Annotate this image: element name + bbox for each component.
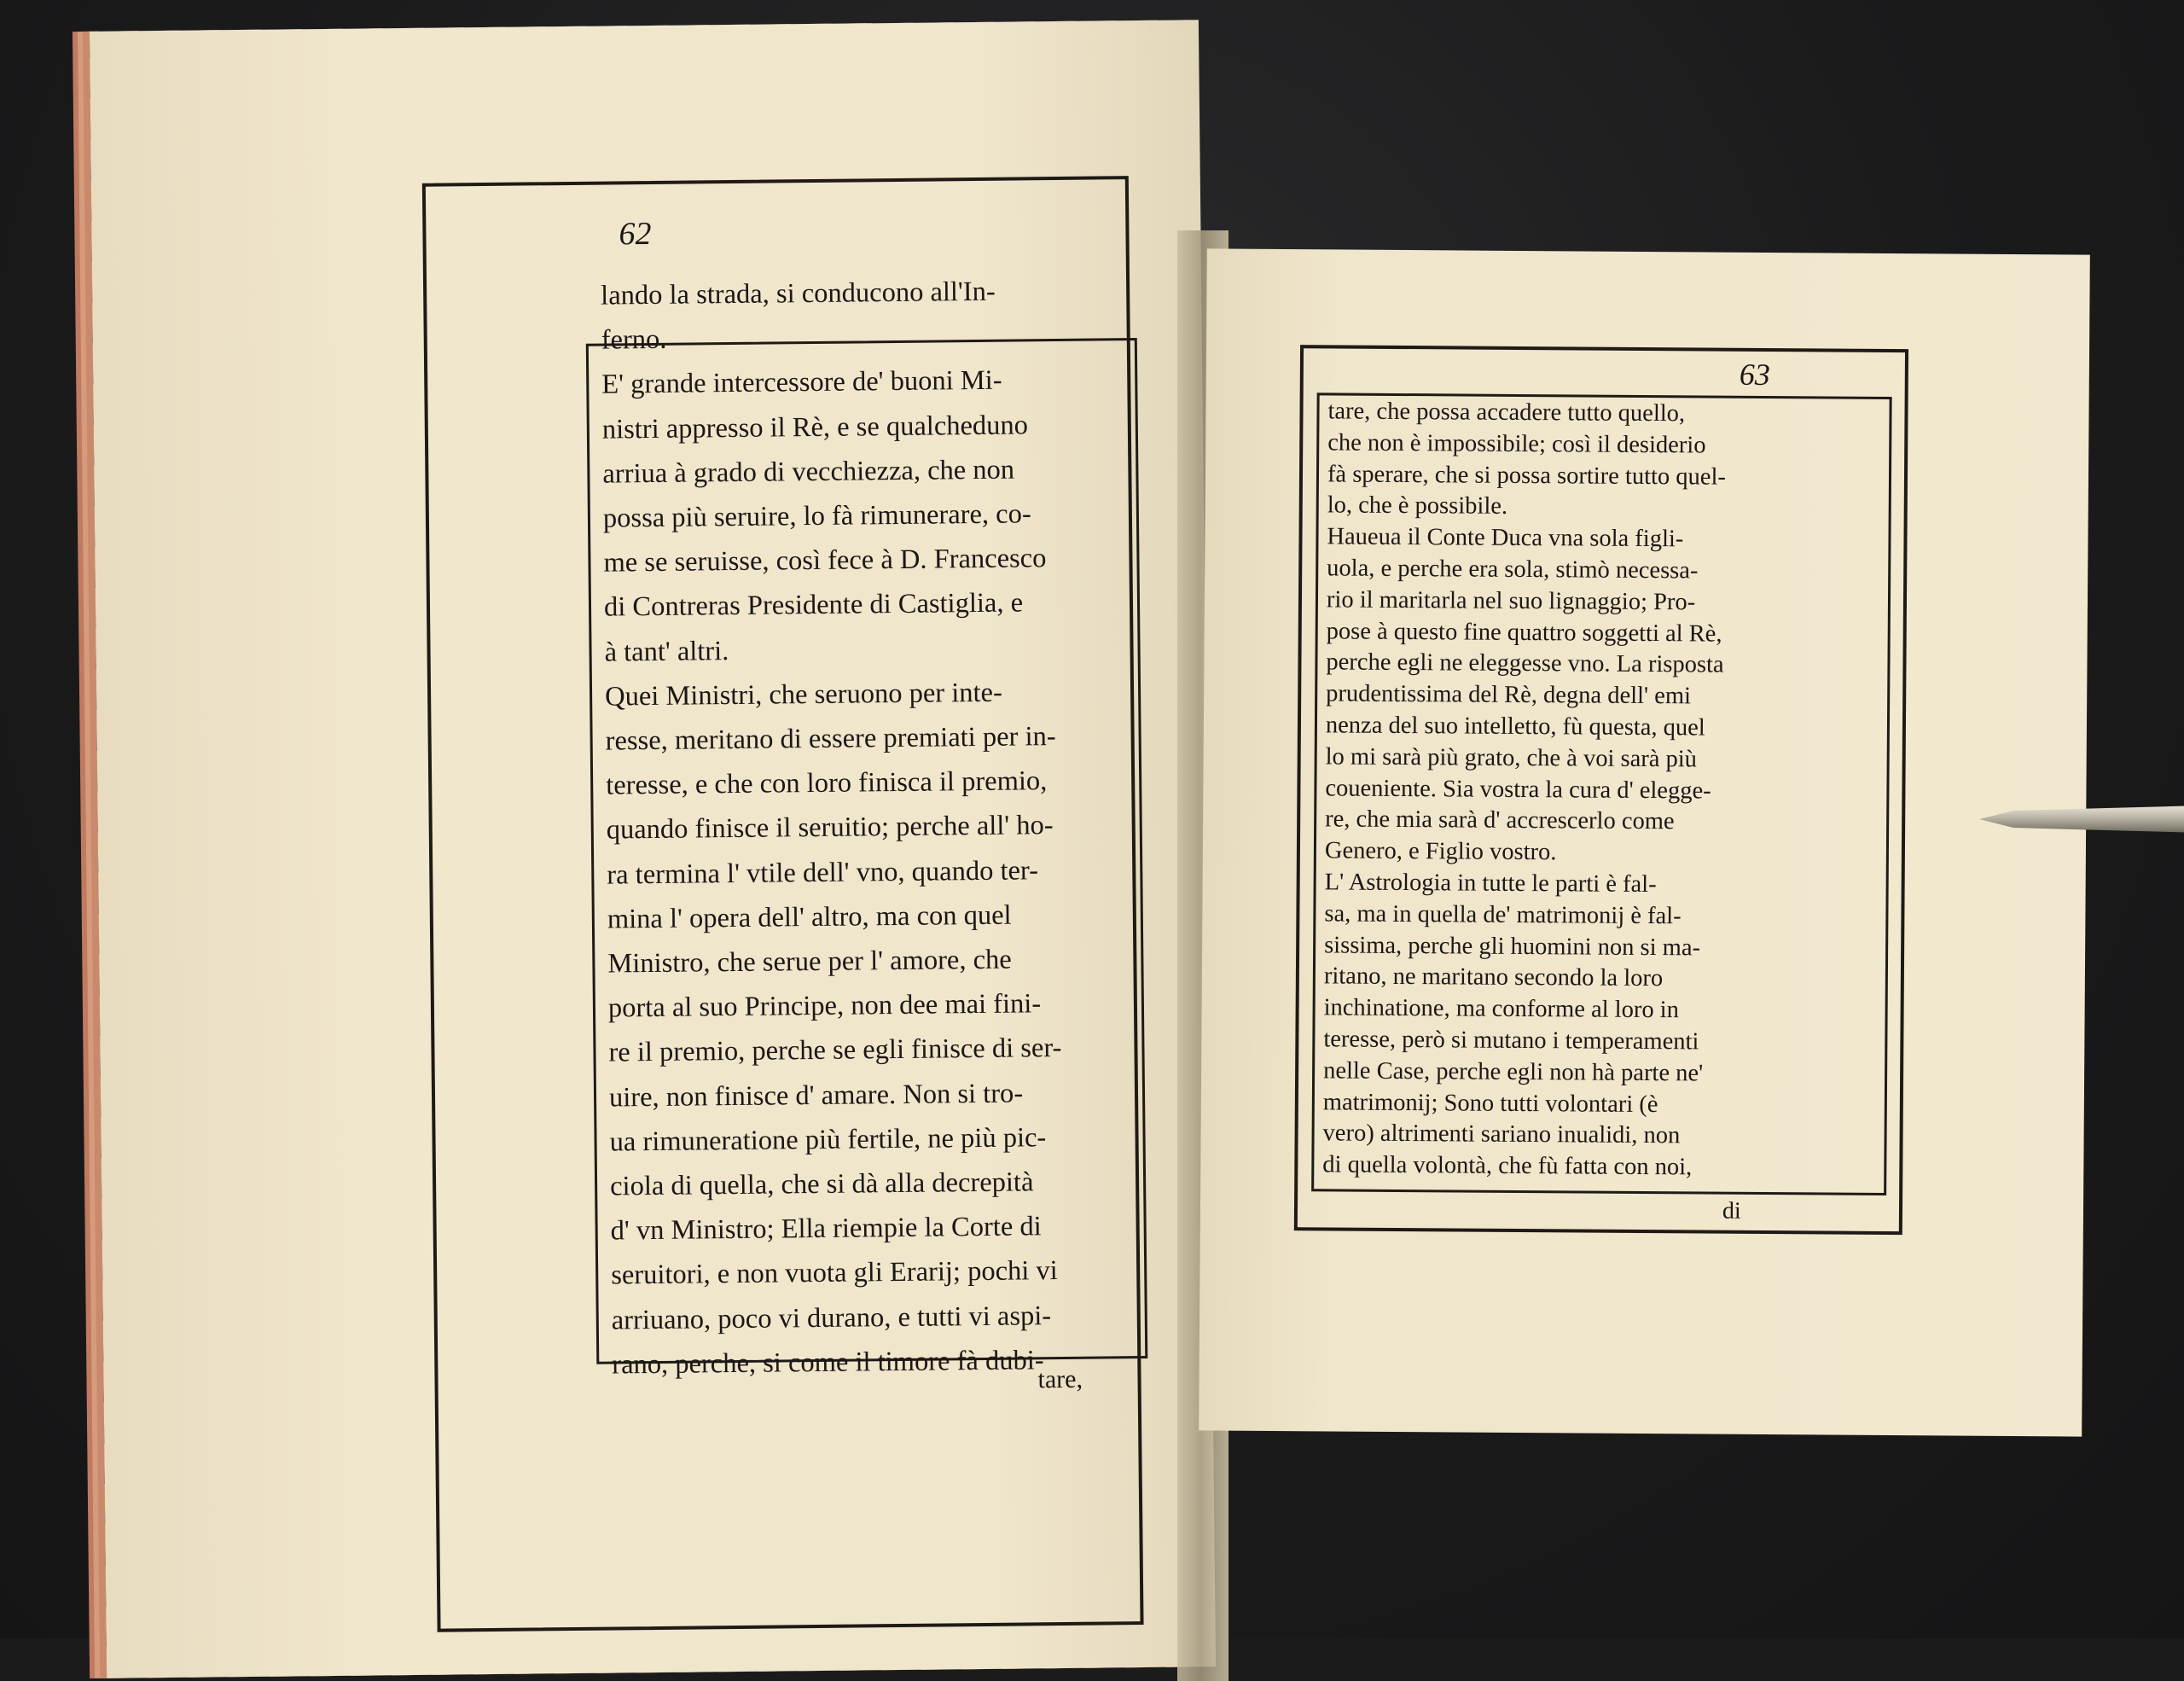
- text-line: lando la strada, si conducono all'In-: [601, 276, 996, 311]
- text-line: ua rimuneratione più fertile, ne più pic-: [609, 1122, 1047, 1158]
- text-line: mina l' opera dell' altro, ma con quel: [607, 899, 1012, 935]
- text-line: re, che mia sarà d' accrescerlo come: [1325, 806, 1675, 835]
- text-line: ciola di quella, che si dà alla decrepità: [609, 1166, 1034, 1202]
- text-line: vero) altrimenti sariano inualidi, non: [1322, 1120, 1681, 1149]
- right-page-number: 63: [1739, 357, 1770, 393]
- text-line: arriuano, poco vi durano, e tutti vi aspi-: [611, 1300, 1052, 1336]
- text-line: Genero, e Figlio vostro.: [1324, 837, 1557, 866]
- text-line: seruitori, e non vuota gli Erarij; pochi vi: [611, 1255, 1058, 1292]
- text-line: Quei Ministri, che seruono per inte-: [604, 677, 1003, 713]
- text-line: me se seruisse, così fece à D. Francesco: [603, 543, 1047, 579]
- text-line: quando finisce il seruitio; perche all' ho-: [606, 810, 1054, 846]
- text-line: tare, che possa accadere tutto quello,: [1327, 398, 1686, 428]
- text-line: re il premio, perche se egli finisce di ser-: [608, 1032, 1062, 1069]
- text-line: rio il maritarla nel suo lignaggio; Pro-: [1326, 586, 1696, 616]
- text-line: sa, ma in quella de' matrimonij è fal-: [1324, 900, 1682, 930]
- text-line: nenza del suo intelletto, fù questa, quel: [1325, 712, 1705, 742]
- text-line: che non è impossibile; così il desiderio: [1327, 429, 1706, 459]
- right-page: [1199, 248, 2090, 1436]
- text-line: Haueua il Conte Duca vna sola figli-: [1327, 523, 1684, 553]
- text-line: Ministro, che serue per l' amore, che: [607, 944, 1012, 980]
- text-line: sissima, perche gli huomini non si ma-: [1324, 931, 1701, 962]
- text-line: nelle Case, perche egli non hà parte ne': [1323, 1057, 1704, 1087]
- text-line: resse, meritano di essere premiati per in-: [605, 721, 1056, 757]
- text-line: perche egli ne eleggesse vno. La risposta: [1326, 649, 1724, 679]
- right-page-text: [1322, 396, 1726, 1184]
- text-line: ferno.: [601, 323, 667, 356]
- text-line: ritano, ne maritano secondo la loro: [1323, 963, 1664, 992]
- text-line: uire, non finisce d' amare. Non si tro-: [608, 1078, 1024, 1114]
- left-catchword: tare,: [1037, 1364, 1083, 1394]
- text-line: teresse, però si mutano i temperamenti: [1323, 1026, 1699, 1056]
- right-catchword: di: [1722, 1197, 1741, 1224]
- letter-opener: [1979, 800, 2184, 836]
- text-line: lo mi sarà più grato, che à voi sarà più: [1325, 743, 1698, 773]
- text-line: L' Astrologia in tutte le parti è fal-: [1324, 869, 1657, 899]
- text-line: di Contreras Presidente di Castiglia, e: [603, 587, 1024, 624]
- left-page-number: 62: [619, 215, 652, 253]
- text-line: possa più seruire, lo fà rimunerare, co-: [602, 498, 1031, 534]
- text-line: rano, perche, si come il timore fà dubi-: [612, 1345, 1044, 1381]
- text-line: inchinatione, ma conforme al loro in: [1323, 994, 1680, 1024]
- text-line: lo, che è possibile.: [1327, 492, 1508, 521]
- text-line: pose à questo fine quattro soggetti al Rè,: [1326, 617, 1722, 648]
- text-line: matrimonij; Sono tutti volontari (è: [1322, 1088, 1658, 1118]
- left-page: [90, 20, 1216, 1678]
- text-line: nistri appresso il Rè, e se qualcheduno: [601, 409, 1029, 445]
- text-line: à tant' altri.: [604, 635, 729, 668]
- text-line: E' grande intercessore de' buoni Mi-: [601, 365, 1002, 401]
- text-line: porta al suo Principe, non dee mai fini-: [607, 988, 1042, 1024]
- text-line: ra termina l' vtile dell' vno, quando ter-: [607, 854, 1039, 891]
- text-line: prudentissima del Rè, degna dell' emi: [1326, 680, 1692, 710]
- text-line: di quella volontà, che fù fatta con noi,: [1322, 1151, 1693, 1181]
- text-line: d' vn Ministro; Ella riempie la Corte di: [610, 1211, 1042, 1247]
- text-line: arriua à grado di vecchiezza, che non: [602, 454, 1015, 490]
- text-line: coueniente. Sia vostra la cura d' elegge-: [1325, 774, 1711, 805]
- text-line: fà sperare, che si possa sortire tutto quel-: [1327, 460, 1727, 491]
- text-line: teresse, e che con loro finisca il premio,: [606, 765, 1048, 801]
- left-page-text: [601, 269, 1066, 1387]
- text-line: uola, e perche era sola, stimò necessa-: [1327, 555, 1699, 585]
